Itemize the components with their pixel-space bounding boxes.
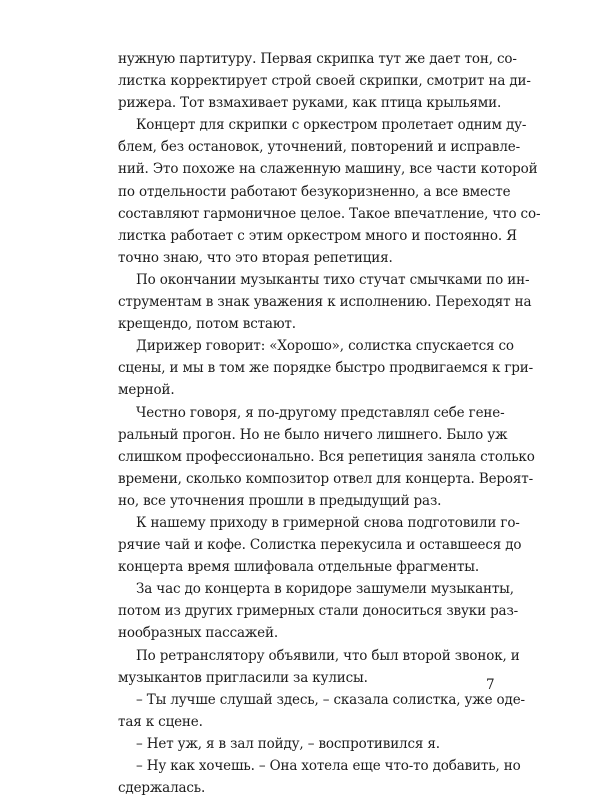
text-line: слишком профессионально. Вся репетиция заняла столько (118, 448, 535, 465)
text-line: музыкантов пригласили за кулисы. (118, 669, 368, 686)
text-line: Дирижер говорит: «Хорошо», солистка спускается со (136, 338, 514, 355)
text-line: – Ты лучше слушай здесь, – сказала солистка, уже оде- (136, 691, 525, 708)
text-line: тая к сцене. (118, 713, 203, 730)
text-line: мерной. (118, 382, 175, 399)
text-line: ральный прогон. Но не было ничего лишнего. Было уж (118, 426, 508, 443)
text-line: времени, сколько композитор отвел для концерта. Вероят- (118, 470, 533, 487)
text-line: концерта время шлифовала отдельные фрагменты. (118, 559, 480, 576)
text-line: – Нет уж, я в зал пойду, – воспротивился я. (136, 735, 440, 752)
text-line: Честно говоря, я по-другому представлял себе гене- (136, 404, 505, 421)
text-line: К нашему приходу в гримерной снова подготовили го- (136, 514, 520, 531)
text-line: листка работает с этим оркестром много и постоянно. Я (118, 227, 517, 244)
text-line: составляют гармоничное целое. Такое впечатление, что со- (118, 205, 541, 222)
text-line: рижера. Тот взмахивает руками, как птица крыльями. (118, 95, 502, 112)
text-line: рячие чай и кофе. Солистка перекусила и оставшееся до (118, 537, 522, 554)
text-line: – Ну как хочешь. – Она хотела еще что-то добавить, но (136, 758, 521, 774)
text-line: листка корректирует строй своей скрипки, смотрит на ди- (118, 73, 531, 90)
page-number: 7 (486, 677, 495, 693)
text-line: ний. Это похоже на слаженную машину, все части которой (118, 161, 538, 178)
text-line: точно знаю, что это вторая репетиция. (118, 249, 393, 266)
text-line: по отдельности работают безукоризненно, а все вместе (118, 183, 511, 200)
text-line: Концерт для скрипки с оркестром пролетает одним ду- (136, 117, 527, 134)
text-line: блем, без остановок, уточнений, повторений и исправле- (118, 139, 521, 156)
text-line: но, все уточнения прошли в предыдущий раз. (118, 492, 442, 509)
text-line: нообразных пассажей. (118, 625, 278, 642)
text-line: потом из других гримерных стали доноситься звуки раз- (118, 603, 519, 620)
text-line: За час до концерта в коридоре зашумели музыканты, (136, 581, 514, 598)
text-line: нужную партитуру. Первая скрипка тут же дает тон, со- (118, 51, 517, 67)
body-text (118, 48, 541, 799)
text-line: По ретранслятору объявили, что был второй звонок, и (136, 647, 520, 664)
text-line: крещендо, потом встают. (118, 316, 296, 333)
text-line: сцены, и мы в том же порядке быстро продвигаемся к гри- (118, 360, 534, 377)
text-line: По окончании музыканты тихо стучат смычками по ин- (136, 271, 530, 288)
text-line: сдержалась. (118, 780, 206, 797)
text-line: струментам в знак уважения к исполнению. Переходят на (118, 294, 532, 311)
